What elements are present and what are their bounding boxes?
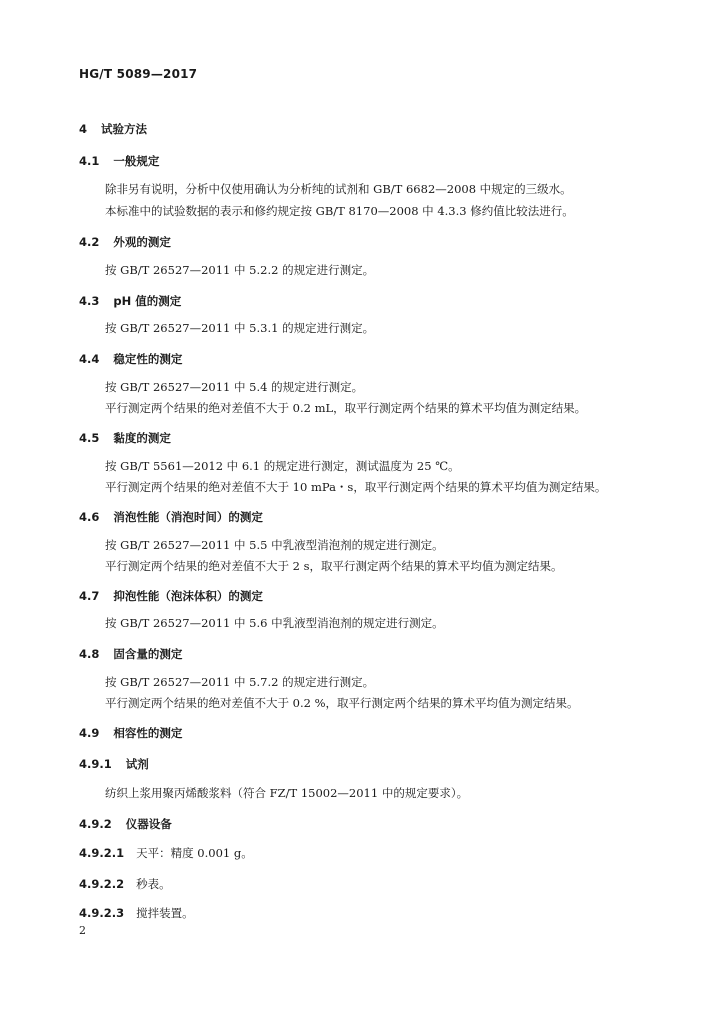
- clause-4-9-2-2: [79, 876, 171, 892]
- heading-4: [79, 121, 147, 137]
- heading-title: 黏度的测定: [113, 431, 171, 445]
- paragraph: 平行测定两个结果的绝对差值不大于 10 mPa・s，取平行测定两个结果的算术平均值为测定结果。: [105, 480, 607, 494]
- heading-number: 4.9.2: [79, 817, 112, 831]
- standard-code: HG/T 5089—2017: [79, 67, 198, 81]
- heading-number: 4.5: [79, 431, 100, 445]
- heading-title: 外观的测定: [113, 235, 171, 249]
- heading-4-4: [79, 351, 182, 367]
- heading-number: 4.6: [79, 510, 100, 524]
- heading-number: 4.1: [79, 154, 100, 168]
- paragraph: 按 GB/T 5561—2012 中 6.1 的规定进行测定，测试温度为 25 ℃。: [105, 459, 460, 473]
- heading-4-3: [79, 293, 181, 309]
- heading-number: 4: [79, 122, 88, 136]
- heading-title: 试剂: [125, 757, 149, 771]
- paragraph: 按 GB/T 26527—2011 中 5.5 中乳液型消泡剂的规定进行测定。: [105, 538, 444, 552]
- clause-number: 4.9.2.3: [79, 906, 125, 920]
- heading-title: 试验方法: [101, 122, 148, 136]
- heading-number: 4.9.1: [79, 757, 112, 771]
- clause-text: 搅拌装置。: [136, 906, 194, 920]
- clause-4-9-2-3: [79, 905, 194, 921]
- paragraph: 纺织上浆用聚丙烯酸浆料（符合 FZ/T 15002—2011 中的规定要求）。: [105, 786, 469, 800]
- heading-number: 4.2: [79, 235, 100, 249]
- clause-number: 4.9.2.2: [79, 877, 125, 891]
- heading-title: 相容性的测定: [113, 726, 183, 740]
- paragraph: 平行测定两个结果的绝对差值不大于 2 s，取平行测定两个结果的算术平均值为测定结果。: [105, 559, 563, 573]
- paragraph: 平行测定两个结果的绝对差值不大于 0.2 %，取平行测定两个结果的算术平均值为测定结果。: [105, 696, 579, 710]
- heading-number: 4.7: [79, 589, 100, 603]
- heading-4-1: [79, 153, 159, 169]
- heading-4-6: [79, 509, 263, 525]
- heading-number: 4.3: [79, 294, 100, 308]
- heading-title: 消泡性能（消泡时间）的测定: [113, 510, 263, 524]
- paragraph: 按 GB/T 26527—2011 中 5.3.1 的规定进行测定。: [105, 321, 375, 335]
- paragraph: 平行测定两个结果的绝对差值不大于 0.2 mL，取平行测定两个结果的算术平均值为测定结果。: [105, 401, 587, 415]
- heading-title: 固含量的测定: [113, 647, 183, 661]
- heading-number: 4.8: [79, 647, 100, 661]
- page-number: 2: [79, 924, 86, 937]
- heading-4-2: [79, 234, 171, 250]
- paragraph: 按 GB/T 26527—2011 中 5.7.2 的规定进行测定。: [105, 675, 375, 689]
- heading-4-8: [79, 646, 182, 662]
- heading-title: 仪器设备: [125, 817, 172, 831]
- heading-4-9-1: [79, 756, 149, 772]
- heading-title: pH 值的测定: [113, 294, 182, 308]
- heading-4-9-2: [79, 816, 172, 832]
- heading-title: 一般规定: [113, 154, 160, 168]
- heading-number: 4.4: [79, 352, 100, 366]
- paragraph: 除非另有说明，分析中仅使用确认为分析纯的试剂和 GB/T 6682—2008 中规定的三级水。: [105, 182, 572, 196]
- heading-number: 4.9: [79, 726, 100, 740]
- paragraph: 按 GB/T 26527—2011 中 5.2.2 的规定进行测定。: [105, 263, 375, 277]
- heading-4-9: [79, 725, 182, 741]
- clause-4-9-2-1: [79, 845, 253, 861]
- clause-text: 天平：精度 0.001 g。: [136, 846, 253, 860]
- heading-4-5: [79, 430, 171, 446]
- clause-text: 秒表。: [136, 877, 171, 891]
- heading-4-7: [79, 588, 263, 604]
- heading-title: 抑泡性能（泡沫体积）的测定: [113, 589, 263, 603]
- heading-title: 稳定性的测定: [113, 352, 183, 366]
- clause-number: 4.9.2.1: [79, 846, 125, 860]
- paragraph: 本标准中的试验数据的表示和修约规定按 GB/T 8170—2008 中 4.3.3 修约值比较法进行。: [105, 204, 574, 218]
- paragraph: 按 GB/T 26527—2011 中 5.6 中乳液型消泡剂的规定进行测定。: [105, 616, 444, 630]
- paragraph: 按 GB/T 26527—2011 中 5.4 的规定进行测定。: [105, 380, 364, 394]
